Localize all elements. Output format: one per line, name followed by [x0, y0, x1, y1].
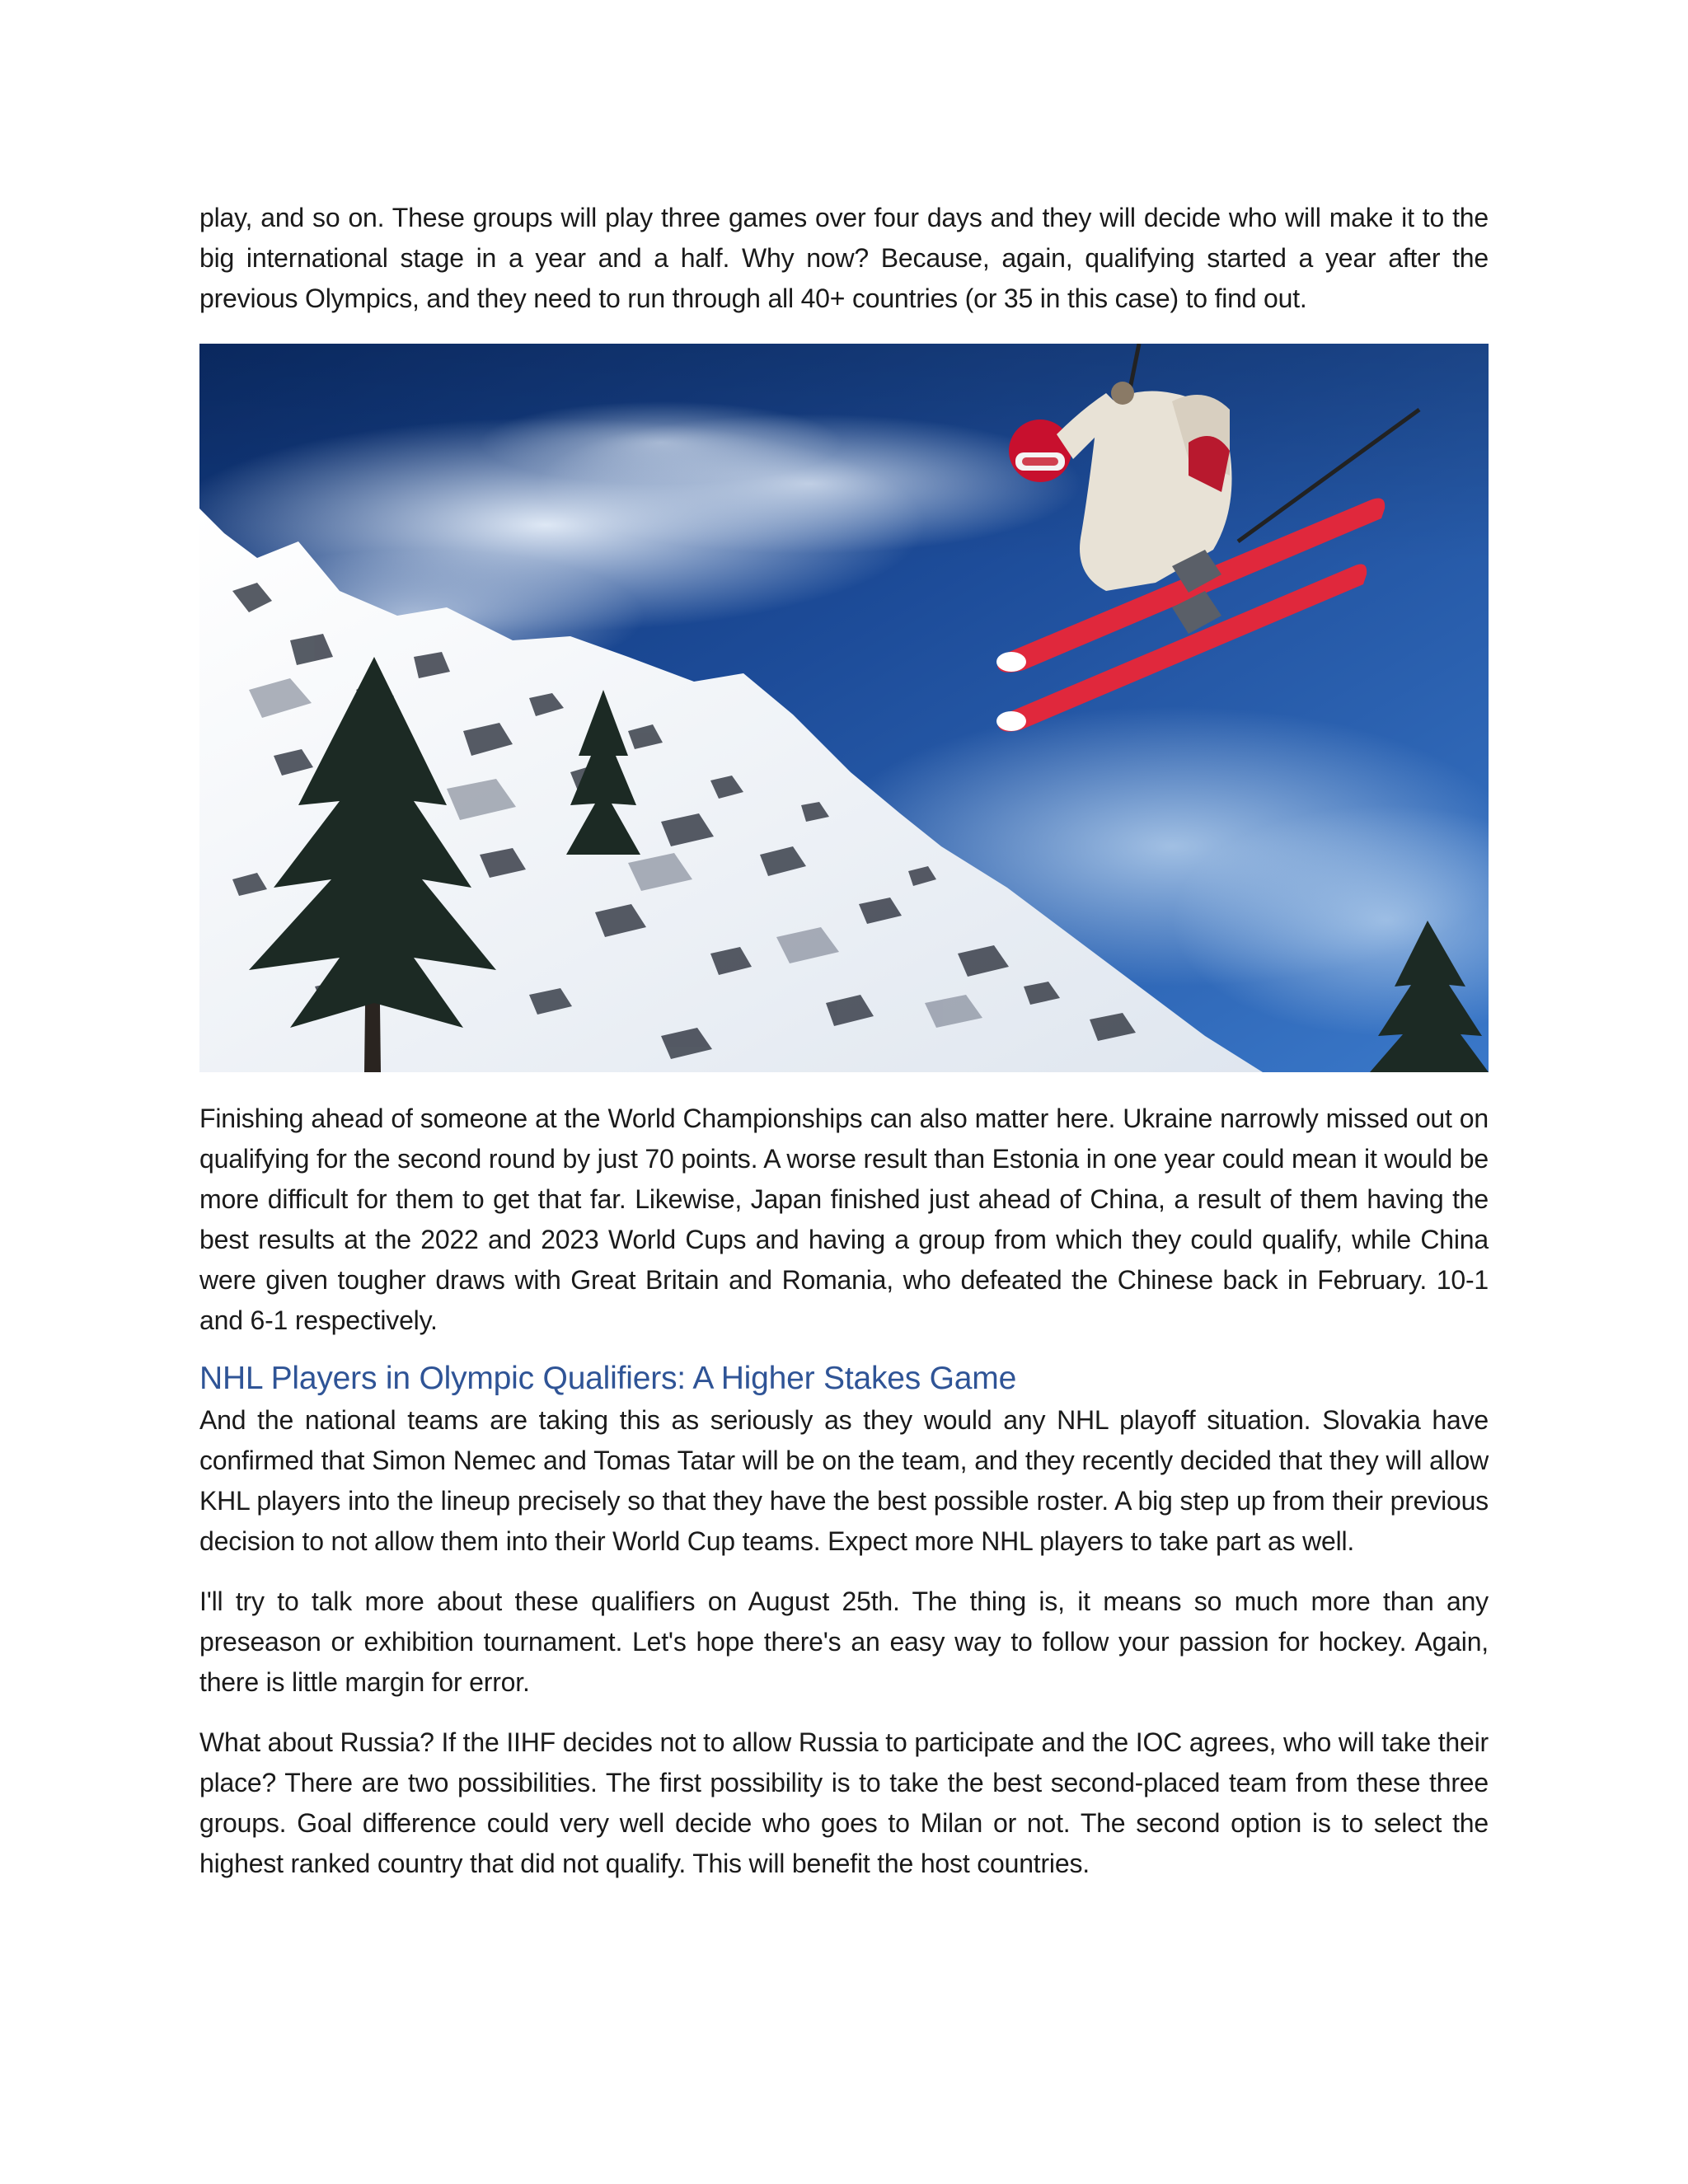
paragraph-nhl: And the national teams are taking this as seriously as they would any NHL playoff situation. Slovakia have confirmed that Simon Nemec and Tomas Tatar will be on the team, and they recently decided that they will allow KHL players into the lineup precisely so that they have the best possible roster. A big step up from their previous decision to not allow them into their World Cup teams. Expect more NHL players to take part as well. [199, 1405, 1489, 1556]
document-page [199, 198, 1489, 1884]
section-heading: NHL Players in Olympic Qualifiers: A Higher Stakes Game [199, 1361, 1017, 1396]
paragraph-championships: Finishing ahead of someone at the World Championships can also matter here. Ukraine narrowly missed out on qualifying for the second round by just 70 points. A worse result than Estonia in one year could mean it would be more difficult for them to get that far. Likewise, Japan finished just ahead of China, a result of them having the best results at the 2022 and 2023 World Cups and having a group from which they could qualify, while China were given tougher draws with Great Britain and Romania, who defeated the Chinese back in February. 10-1 and 6-1 respectively. [199, 1104, 1489, 1335]
paragraph-qualifiers: I'll try to talk more about these qualifiers on August 25th. The thing is, it means so much more than any preseason or exhibition tournament. Let's hope there's an easy way to follow your passion for hockey. Again, there is little margin for error. [199, 1586, 1489, 1697]
paragraph-russia: What about Russia? If the IIHF decides not to allow Russia to participate and the IOC agrees, who will take their place? There are two possibilities. The first possibility is to take the best second-placed team from these three groups. Goal difference could very well decide who goes to Milan or not. The second option is to select the highest ranked country that did not qualify. This will benefit the host countries. [199, 1727, 1489, 1878]
paragraph-intro: play, and so on. These groups will play three games over four days and they will decide who will make it to the big international stage in a year and a half. Why now? Because, again, qualifying started a year after the previous Olympics, and they need to run through all 40+ countries (or 35 in this case) to find out. [199, 203, 1489, 313]
skier-photo [199, 344, 1489, 1072]
